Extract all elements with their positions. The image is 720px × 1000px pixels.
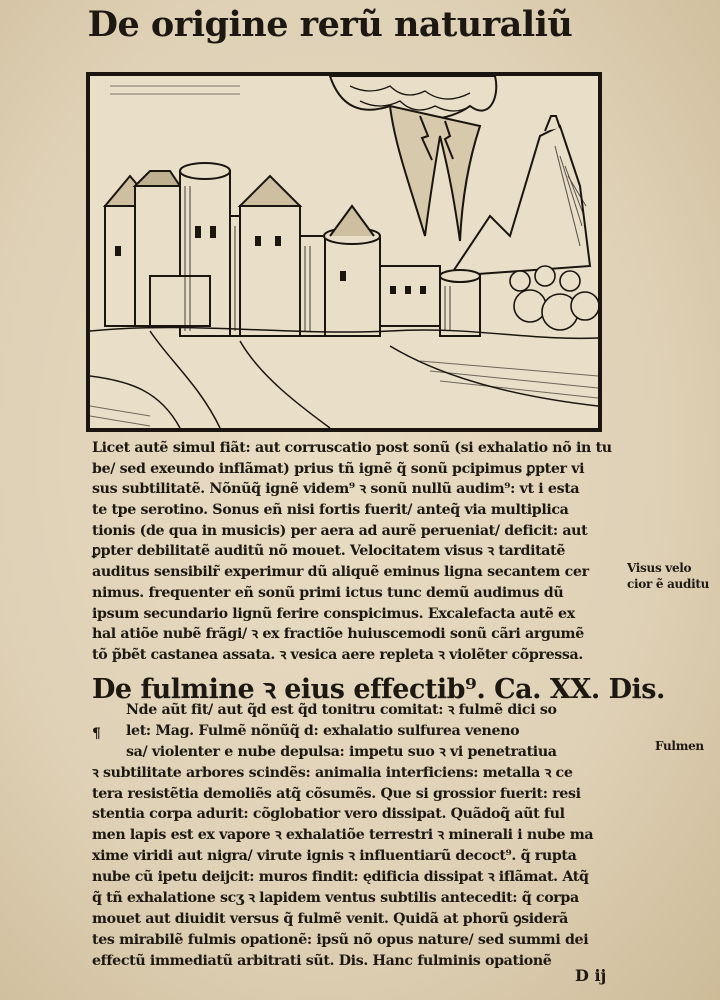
paragraph-thunder-sound (92, 438, 632, 666)
text-line: te tpe serotino. Sonus eñ nisi fortis fuerit/ anteq̃ via multiplica (92, 502, 569, 519)
trees (510, 266, 598, 330)
margin-note-visus (627, 560, 709, 592)
text-line: tes mirabilẽ fulmis opationẽ: ipsũ nõ opus nature/ sed summi dei (92, 931, 589, 948)
text-line: ipsum secundario lignũ ferire conspicimus. Excalefacta autẽ ex (92, 605, 575, 622)
text-line: tõ p̃bẽt castanea assata. ꝛ vesica aere repleta ꝛ violẽter cõpressa. (92, 646, 583, 663)
text-line: be/ sed exeundo inflãmat) prius tñ ignẽ q̃ sonũ pcipimus ꝑpter vi (92, 460, 585, 477)
paragraph-lightning (92, 700, 632, 972)
text-line: ꝑpter debilitatẽ auditũ nõ mouet. Velocitatem visus ꝛ tarditatẽ (92, 543, 566, 560)
lightning-castle-woodcut (90, 76, 598, 428)
woodcut-illustration (86, 72, 602, 432)
text-line: Nde aũt fit/ aut q̃d est q̃d tonitru comitat: ꝛ fulmẽ dici so (126, 702, 557, 718)
text-line: men lapis est ex vapore ꝛ exhalatiõe terrestri ꝛ minerali i nube ma (92, 827, 594, 844)
text-line: nimus. frequenter eñ sonũ primi ictus tunc demũ audimus dũ (92, 584, 564, 601)
text-line: Licet autẽ simul fiãt: aut corruscatio post sonũ (si exhalatio nõ in tu (92, 440, 612, 456)
text-line: nube cũ ipetu deijcit: muros findit: ędificia dissipat ꝛ iflãmat. Atq̃ (92, 869, 589, 886)
text-line: auditus sensibilr̃ experimur dũ aliquẽ eminus ligna secantem cer (92, 564, 589, 581)
page-heading: De origine rerũ naturaliũ (87, 4, 573, 45)
text-line: tionis (de qua in musicis) per aera ad aurẽ perueniat/ deficit: aut (92, 522, 588, 539)
pilcrow-mark: ¶ (92, 726, 101, 742)
text-line: let: Mag. Fulmẽ nõnũq̃ d: exhalatio sulfurea veneno (126, 722, 520, 739)
text-line: mouet aut diuidit versus q̃ fulmẽ venit. Quidã at phorũ ꝯsiderã (92, 910, 569, 927)
text-line: hal atiõe nubẽ frãgi/ ꝛ ex fractiõe huiuscemodi sonũ cãri argumẽ (92, 626, 584, 643)
text-line: sa/ violenter e nube depulsa: impetu suo ꝛ vi penetratiua (126, 743, 557, 760)
margin-note-line: Visus velo (627, 561, 692, 575)
text-line: ꝛ subtilitate arbores scindẽs: animalia interficiens: metalla ꝛ ce (92, 764, 573, 781)
text-line: q̃ tñ exhalatione scʒ ꝛ lapidem ventus subtilis antecedit: q̃ corpa (92, 890, 579, 907)
text-line: tera resistẽtia demoliẽs atq̃ cõsumẽs. Que si grossior fuerit: resi (92, 785, 581, 802)
margin-note-line: cior ẽ auditu (627, 577, 709, 591)
signature-mark: D ij (575, 966, 607, 985)
text-line: xime viridi aut nigra/ virute ignis ꝛ influentiarũ decoct⁹. q̃ rupta (92, 848, 577, 865)
chapter-heading: De fulmine ꝛ eius effectib⁹. Ca. XX. Dis. (92, 674, 665, 705)
text-line: effectũ immediatũ arbitrati sũt. Dis. Hanc fulminis opationẽ (92, 952, 552, 969)
margin-note-fulmen: Fulmen (655, 739, 704, 753)
text-line: sus subtilitatẽ. Nõnũq̃ ignẽ videm⁹ ꝛ sonũ nullũ audim⁹: vt i esta (92, 481, 580, 498)
ground (90, 327, 598, 428)
text-line: stentia corpa adurit: cõglobatior vero dissipat. Quãdoq̃ aũt ful (92, 806, 565, 823)
